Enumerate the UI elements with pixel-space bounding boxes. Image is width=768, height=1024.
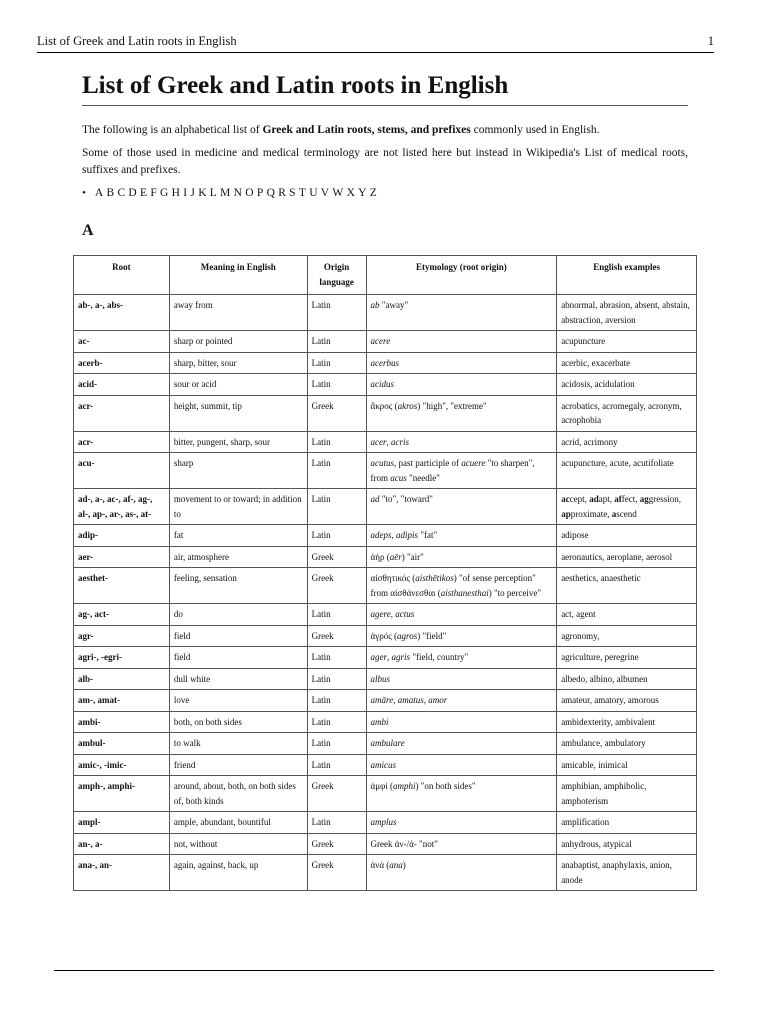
- meaning-cell: height, summit, tip: [169, 395, 307, 431]
- origin-cell: Latin: [307, 489, 366, 525]
- examples-cell: [557, 489, 697, 525]
- etymology-cell: [366, 295, 557, 331]
- meaning-cell: not, without: [169, 833, 307, 855]
- root-cell: ag-, act-: [74, 604, 170, 626]
- text-fragment: ) "field": [417, 630, 447, 641]
- intro-text: The following is an alphabetical list of: [82, 124, 263, 136]
- text-fragment: aeronautics, aeroplane, aerosol: [561, 551, 673, 562]
- footer-rule: [54, 970, 714, 971]
- origin-cell: Latin: [307, 374, 366, 396]
- italic-term: amāre: [370, 695, 394, 705]
- table-row: [74, 453, 697, 489]
- root-cell: acerb-: [74, 352, 170, 374]
- text-fragment: anhydrous, atypical: [561, 838, 632, 849]
- text-fragment: "to sharpen", from: [370, 458, 535, 483]
- examples-cell: [557, 833, 697, 855]
- table-row: [74, 776, 697, 812]
- italic-term: ager: [370, 652, 388, 662]
- letter-link[interactable]: I: [183, 187, 188, 199]
- root-cell: ambul-: [74, 733, 170, 755]
- table-row: [74, 489, 697, 525]
- letter-link[interactable]: R: [278, 187, 286, 199]
- examples-cell: [557, 733, 697, 755]
- origin-cell: Greek: [307, 833, 366, 855]
- meaning-cell: sharp, bitter, sour: [169, 352, 307, 374]
- root-cell: ac-: [74, 331, 170, 353]
- origin-cell: Greek: [307, 776, 366, 812]
- intro-text: commonly used in English.: [470, 124, 600, 136]
- bold-fragment: ap: [561, 508, 571, 519]
- text-fragment: agronomy,: [561, 630, 600, 641]
- letter-link[interactable]: F: [150, 187, 157, 199]
- origin-cell: Latin: [307, 733, 366, 755]
- root-cell: ab-, a-, abs-: [74, 295, 170, 331]
- meaning-cell: friend: [169, 754, 307, 776]
- meaning-cell: fat: [169, 525, 307, 547]
- italic-term: agere: [370, 609, 391, 619]
- meaning-cell: field: [169, 647, 307, 669]
- text-fragment: adipose: [561, 530, 589, 540]
- italic-term: acere: [370, 336, 391, 346]
- italic-term: akros: [397, 400, 418, 411]
- text-fragment: aesthetics, anaesthetic: [561, 573, 641, 583]
- text-fragment: amplification: [561, 817, 610, 827]
- origin-cell: Latin: [307, 754, 366, 776]
- text-fragment: ,: [393, 695, 398, 705]
- text-fragment: acrid, acrimony: [561, 436, 618, 447]
- meaning-cell: dull white: [169, 668, 307, 690]
- text-fragment: ἄκρος (: [370, 400, 398, 411]
- page-number: 1: [707, 34, 714, 48]
- etymology-cell: [366, 546, 557, 568]
- italic-term: ambi: [370, 716, 389, 727]
- meaning-cell: feeling, sensation: [169, 568, 307, 604]
- root-cell: aer-: [74, 546, 170, 568]
- section-heading: A: [82, 222, 94, 239]
- text-fragment: ,: [390, 609, 396, 619]
- etymology-cell: [366, 489, 557, 525]
- text-fragment: ἀήρ (: [370, 551, 390, 562]
- etymology-cell: [366, 668, 557, 690]
- origin-cell: Latin: [307, 431, 366, 453]
- letter-link[interactable]: M: [220, 187, 231, 199]
- meaning-cell: sour or acid: [169, 374, 307, 396]
- italic-term: agros: [397, 630, 418, 641]
- intro-paragraph-2: Some of those used in medicine and medical terminology are not listed here but instead in Wikipedia's List of medical roots, suffixes and prefixes.: [82, 147, 688, 176]
- origin-cell: Latin: [307, 711, 366, 733]
- etymology-cell: [366, 374, 557, 396]
- root-cell: amic-, -imic-: [74, 754, 170, 776]
- text-fragment: amicable, inimical: [561, 759, 628, 770]
- italic-term: acus: [390, 472, 407, 483]
- italic-term: ad: [370, 494, 380, 504]
- examples-cell: [557, 776, 697, 812]
- table-header-row: [74, 256, 697, 295]
- italic-term: agris: [391, 652, 411, 662]
- root-cell: aesthet-: [74, 568, 170, 604]
- table-row: [74, 331, 697, 353]
- etymology-cell: [366, 690, 557, 712]
- letter-link[interactable]: V: [320, 187, 330, 199]
- meaning-cell: away from: [169, 295, 307, 331]
- italic-term: actus: [395, 609, 415, 619]
- italic-term: acer: [370, 436, 387, 447]
- italic-term: acutus: [370, 458, 395, 468]
- examples-cell: [557, 331, 697, 353]
- examples-cell: [557, 625, 697, 647]
- meaning-cell: bitter, pungent, sharp, sour: [169, 431, 307, 453]
- examples-cell: [557, 855, 697, 891]
- header-examples: English examples: [557, 256, 697, 295]
- intro-bold-text: Greek and Latin roots, stems, and prefixes: [262, 124, 471, 136]
- text-fragment: ,: [387, 652, 392, 662]
- text-fragment: acrobatics, acromegaly, acronym, acrophobia: [561, 400, 682, 425]
- root-cell: ad-, a-, ac-, af-, ag-, al-, ap-, ar-, as-, at-: [74, 489, 170, 525]
- text-fragment: amphibian, amphibolic, amphoterism: [561, 781, 647, 806]
- examples-cell: [557, 525, 697, 547]
- letter-link[interactable]: J: [190, 187, 195, 199]
- origin-cell: Latin: [307, 295, 366, 331]
- root-cell: alb-: [74, 668, 170, 690]
- text-fragment: proximate,: [570, 508, 612, 519]
- origin-cell: Greek: [307, 395, 366, 431]
- text-fragment: ) "on both sides": [415, 781, 476, 791]
- letter-link[interactable]: K: [198, 187, 207, 199]
- text-fragment: ) "to perceive": [488, 587, 542, 598]
- letter-link[interactable]: T: [298, 187, 306, 199]
- text-fragment: agriculture, peregrine: [561, 652, 639, 662]
- table-row: [74, 352, 697, 374]
- table-body: [74, 295, 697, 891]
- italic-term: adeps: [370, 530, 392, 540]
- etymology-cell: [366, 833, 557, 855]
- text-fragment: abnormal, abrasion, absent, abstain, abstraction, aversion: [561, 300, 690, 325]
- origin-cell: Latin: [307, 525, 366, 547]
- table-row: [74, 690, 697, 712]
- examples-cell: [557, 812, 697, 834]
- italic-term: acuere: [461, 458, 486, 468]
- table-row: [74, 625, 697, 647]
- italic-term: acris: [391, 436, 410, 447]
- origin-cell: Latin: [307, 668, 366, 690]
- letter-link[interactable]: E: [140, 187, 148, 199]
- letter-link[interactable]: W: [332, 187, 344, 199]
- italic-term: amor: [428, 695, 448, 705]
- origin-cell: Latin: [307, 331, 366, 353]
- etymology-cell: [366, 733, 557, 755]
- letter-link[interactable]: H: [171, 187, 180, 199]
- letter-link[interactable]: Y: [358, 187, 367, 199]
- meaning-cell: sharp: [169, 453, 307, 489]
- root-cell: acr-: [74, 395, 170, 431]
- root-cell: ana-, an-: [74, 855, 170, 891]
- running-header: [37, 34, 714, 53]
- table-row: [74, 733, 697, 755]
- etymology-cell: [366, 812, 557, 834]
- text-fragment: acupuncture, acute, acutifoliate: [561, 458, 674, 468]
- text-fragment: acupuncture: [561, 336, 606, 346]
- text-fragment: ) "of sense perception" from αἰσθάνεσθαι (: [370, 573, 536, 598]
- bold-fragment: ad: [589, 494, 599, 504]
- text-fragment: "needle": [406, 472, 440, 483]
- meaning-cell: to walk: [169, 733, 307, 755]
- etymology-cell: [366, 711, 557, 733]
- table-row: [74, 431, 697, 453]
- root-cell: adip-: [74, 525, 170, 547]
- table-row: [74, 812, 697, 834]
- meaning-cell: around, about, both, on both sides of, both kinds: [169, 776, 307, 812]
- etymology-cell: [366, 647, 557, 669]
- letter-link[interactable]: L: [209, 187, 217, 199]
- intro: [82, 122, 688, 202]
- italic-term: ab: [370, 300, 380, 310]
- italic-term: amplus: [370, 817, 397, 827]
- letter-link[interactable]: D: [128, 187, 137, 199]
- text-fragment: acidosis, acidulation: [561, 379, 635, 389]
- italic-term: aisthētikos: [415, 573, 454, 583]
- italic-term: ambulare: [370, 738, 405, 748]
- text-fragment: apt,: [598, 494, 615, 504]
- text-fragment: amateur, amatory, amorous: [561, 695, 659, 705]
- header-meaning: Meaning in English: [169, 256, 307, 295]
- letter-link[interactable]: B: [106, 187, 115, 199]
- root-cell: an-, a-: [74, 833, 170, 855]
- examples-cell: [557, 453, 697, 489]
- intro-paragraph-1: [82, 122, 688, 139]
- table-row: [74, 754, 697, 776]
- text-fragment: αἰσθητικός (: [370, 573, 416, 583]
- italic-term: amicus: [370, 759, 397, 770]
- examples-cell: [557, 568, 697, 604]
- origin-cell: Greek: [307, 855, 366, 891]
- examples-cell: [557, 374, 697, 396]
- root-cell: acu-: [74, 453, 170, 489]
- root-cell: acr-: [74, 431, 170, 453]
- italic-term: albus: [370, 673, 391, 684]
- root-cell: am-, amat-: [74, 690, 170, 712]
- letter-link[interactable]: G: [160, 187, 169, 199]
- header-origin: Origin language: [307, 256, 366, 295]
- table-row: [74, 833, 697, 855]
- letter-link[interactable]: S: [289, 187, 296, 199]
- examples-cell: [557, 690, 697, 712]
- table-row: [74, 568, 697, 604]
- etymology-cell: [366, 431, 557, 453]
- text-fragment: act, agent: [561, 609, 596, 619]
- table-row: [74, 525, 697, 547]
- text-fragment: ) "high", "extreme": [417, 400, 487, 411]
- text-fragment: gression,: [648, 494, 681, 504]
- origin-cell: Latin: [307, 690, 366, 712]
- table-row: [74, 855, 697, 891]
- examples-cell: [557, 647, 697, 669]
- etymology-cell: [366, 855, 557, 891]
- italic-term: amatus: [397, 695, 424, 705]
- text-fragment: ἀμφί (: [370, 781, 393, 791]
- meaning-cell: field: [169, 625, 307, 647]
- text-fragment: Greek ἀν-/ἀ- "not": [370, 838, 438, 849]
- etymology-cell: [366, 352, 557, 374]
- letter-link[interactable]: N: [233, 187, 242, 199]
- text-fragment: ἀγρός (: [370, 630, 398, 641]
- text-fragment: cept,: [569, 494, 590, 504]
- meaning-cell: movement to or toward; in addition to: [169, 489, 307, 525]
- letter-link[interactable]: X: [346, 187, 355, 199]
- etymology-cell: [366, 395, 557, 431]
- etymology-cell: [366, 568, 557, 604]
- meaning-cell: do: [169, 604, 307, 626]
- text-fragment: "to", "toward": [379, 494, 433, 504]
- text-fragment: ,: [423, 695, 429, 705]
- examples-cell: [557, 395, 697, 431]
- text-fragment: ): [402, 860, 406, 870]
- meaning-cell: ample, abundant, bountiful: [169, 812, 307, 834]
- examples-cell: [557, 668, 697, 690]
- etymology-cell: [366, 754, 557, 776]
- text-fragment: "away": [379, 300, 409, 310]
- examples-cell: [557, 604, 697, 626]
- examples-cell: [557, 295, 697, 331]
- meaning-cell: both, on both sides: [169, 711, 307, 733]
- text-fragment: "field, country": [410, 652, 469, 662]
- letter-link[interactable]: Q: [266, 187, 275, 199]
- italic-term: aisthanesthai: [440, 587, 489, 598]
- text-fragment: scend: [616, 508, 637, 519]
- italic-term: acidus: [370, 379, 395, 389]
- bullet-icon: •: [82, 187, 86, 199]
- table-row: [74, 395, 697, 431]
- bold-fragment: a: [611, 508, 617, 519]
- origin-cell: Latin: [307, 812, 366, 834]
- etymology-cell: [366, 331, 557, 353]
- origin-cell: Greek: [307, 568, 366, 604]
- italic-term: ana: [389, 860, 403, 870]
- root-cell: agri-, -egri-: [74, 647, 170, 669]
- text-fragment: ,: [391, 530, 397, 540]
- origin-cell: Greek: [307, 625, 366, 647]
- etymology-cell: [366, 776, 557, 812]
- text-fragment: , past participle of: [394, 458, 462, 468]
- letter-index: [82, 185, 688, 202]
- letter-link[interactable]: O: [245, 187, 254, 199]
- origin-cell: Greek: [307, 546, 366, 568]
- origin-cell: Latin: [307, 453, 366, 489]
- etymology-cell: [366, 525, 557, 547]
- origin-cell: Latin: [307, 352, 366, 374]
- root-cell: ampl-: [74, 812, 170, 834]
- italic-term: adipis: [396, 530, 419, 540]
- root-cell: ambi-: [74, 711, 170, 733]
- examples-cell: [557, 754, 697, 776]
- origin-cell: Latin: [307, 604, 366, 626]
- examples-cell: [557, 546, 697, 568]
- text-fragment: acerbic, exacerbate: [561, 357, 631, 368]
- examples-cell: [557, 711, 697, 733]
- table-row: [74, 546, 697, 568]
- italic-term: amphi: [392, 781, 416, 791]
- italic-term: acerbus: [370, 357, 400, 368]
- text-fragment: ἀνά (: [370, 860, 390, 870]
- italic-term: aēr: [389, 551, 402, 562]
- text-fragment: albedo, albino, albumen: [561, 673, 648, 684]
- origin-cell: Latin: [307, 647, 366, 669]
- etymology-cell: [366, 625, 557, 647]
- page-title: List of Greek and Latin roots in English: [82, 72, 688, 106]
- table-row: [74, 647, 697, 669]
- text-fragment: ) "air": [401, 551, 424, 562]
- text-fragment: ,: [386, 436, 392, 447]
- letter-link[interactable]: Z: [369, 187, 377, 199]
- letter-link[interactable]: P: [256, 187, 264, 199]
- text-fragment: anabaptist, anaphylaxis, anion, anode: [561, 860, 672, 885]
- roots-table: [73, 255, 697, 891]
- meaning-cell: again, against, back, up: [169, 855, 307, 891]
- examples-cell: [557, 431, 697, 453]
- bold-fragment: af: [614, 494, 622, 504]
- text-fragment: fect,: [621, 494, 640, 504]
- table-row: [74, 604, 697, 626]
- running-header-title: List of Greek and Latin roots in English: [37, 34, 237, 48]
- letter-link[interactable]: U: [309, 187, 318, 199]
- text-fragment: ambulance, ambulatory: [561, 738, 646, 748]
- letter-link[interactable]: C: [117, 187, 126, 199]
- letter-link[interactable]: A: [94, 187, 104, 199]
- meaning-cell: love: [169, 690, 307, 712]
- header-etymology: Etymology (root origin): [366, 256, 557, 295]
- meaning-cell: sharp or pointed: [169, 331, 307, 353]
- root-cell: agr-: [74, 625, 170, 647]
- table-row: [74, 295, 697, 331]
- bold-fragment: ac: [561, 494, 570, 504]
- text-fragment: ambidexterity, ambivalent: [561, 716, 656, 727]
- root-cell: amph-, amphi-: [74, 776, 170, 812]
- root-cell: acid-: [74, 374, 170, 396]
- etymology-cell: [366, 453, 557, 489]
- etymology-cell: [366, 604, 557, 626]
- bold-fragment: ag: [639, 494, 649, 504]
- table-row: [74, 711, 697, 733]
- header-root: Root: [74, 256, 170, 295]
- meaning-cell: air, atmosphere: [169, 546, 307, 568]
- examples-cell: [557, 352, 697, 374]
- table-row: [74, 374, 697, 396]
- text-fragment: "fat": [418, 530, 438, 540]
- table-row: [74, 668, 697, 690]
